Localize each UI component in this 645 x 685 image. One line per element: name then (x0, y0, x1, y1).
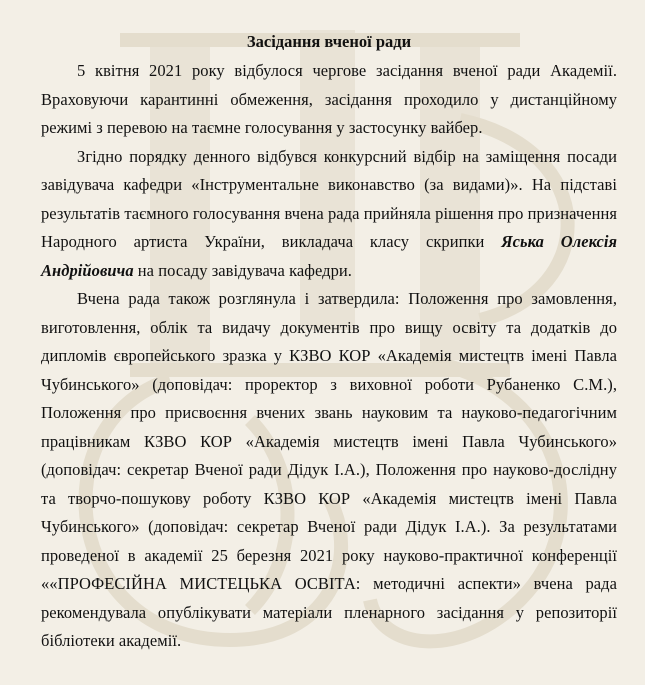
paragraph-1: 5 квітня 2021 року відбулося чергове засідання вченої ради Академії. Враховуючи карантинні обмеження, засідання проходило у дистанційному режимі з перевою на таємне голосування у застосунку вайбер. (41, 61, 617, 137)
paragraph-2-text-after: на посаду завідувача кафедри. (133, 260, 352, 280)
document-title: Засідання вченої ради (246, 32, 412, 51)
paragraph-2 (41, 143, 617, 286)
paragraph-3: Вчена рада також розглянула і затвердила: Положення про замовлення, виготовлення, облік та видачу документів про вищу освіту та додатків до дипломів європейського зразка у КЗВО КОР «Академія мистецтв імені Павла Чубинського» (доповідач: проректор з виховної роботи Рубаненко С.М.), Положення про присвоєння вчених звань науковим та науково-педагогічним працівникам КЗВО КОР «Академія мистецтв імені Павла Чубинського» (доповідач: секретар Вченої ради Дідук І.А.), Положення про науково-дослідну та творчо-пошукову роботу КЗВО КОР «Академія мистецтв імені Павла Чубинського» (доповідач: секретар Вченої ради Дідук І.А.). За результатами проведеної в академії 25 березня 2021 року науково-практичної конференції ««ПРОФЕСІЙНА МИСТЕЦЬКА ОСВІТА: методичні аспекти» вчена рада рекомендувала опублікувати матеріали пленарного засідання у репозиторії бібліотеки академії. (41, 289, 617, 650)
paragraph-2-text-before: Згідно порядку денного відбувся конкурсний відбір на заміщення посади завідувача кафедри «Інструментальне виконавство (за видами)». На підставі результатів таємного голосування вчена рада прийняла рішення про призначення Народного артиста України, викладача класу скрипки (41, 146, 617, 251)
appointee-name: Яська Олексія Андрійовича (41, 232, 617, 280)
